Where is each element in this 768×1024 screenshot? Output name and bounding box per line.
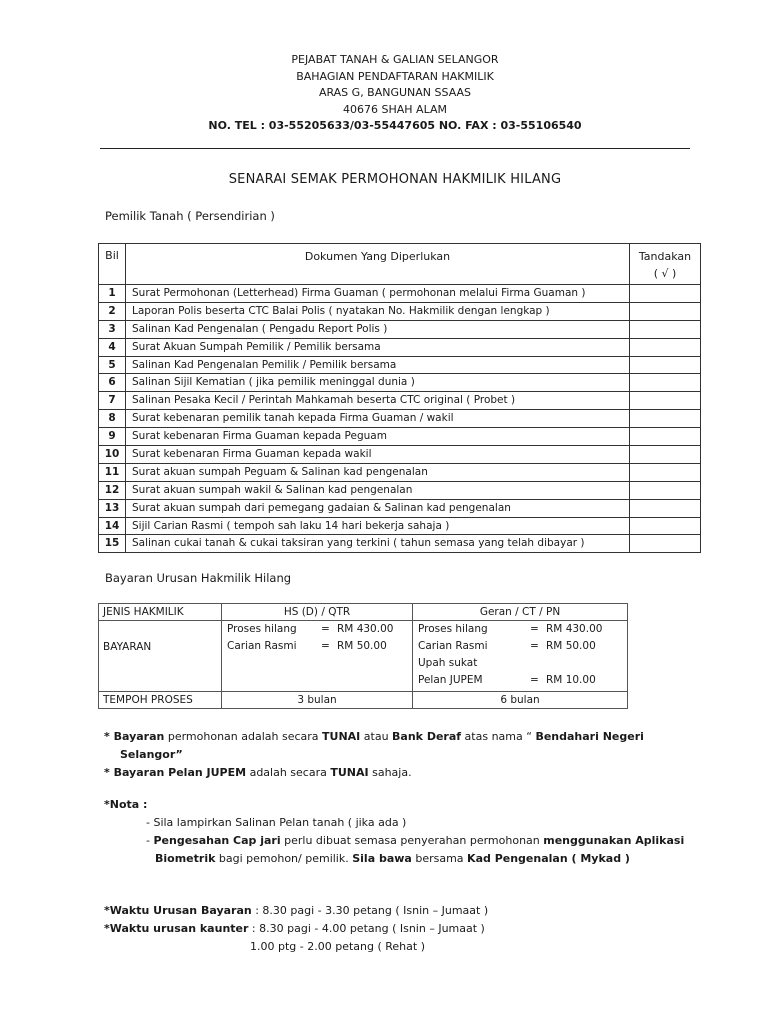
col-tick-label: Tandakan [638, 250, 692, 263]
hours-value: : 8.30 pagi - 3.30 petang ( Isnin – Jumaat ) [251, 904, 489, 917]
row-document: Surat akuan sumpah wakil & Salinan kad pengenalan [126, 481, 630, 499]
row-tick-box[interactable] [630, 374, 701, 392]
checklist-row [99, 481, 701, 499]
row-number: 6 [99, 374, 126, 392]
fee-line-equals [530, 655, 546, 672]
row-number: 9 [99, 428, 126, 446]
row-document: Salinan Sijil Kematian ( jika pemilik meninggal dunia ) [126, 374, 630, 392]
header-department: BAHAGIAN PENDAFTARAN HAKMILIK [296, 69, 494, 83]
checklist-row [99, 535, 701, 553]
row-tick-box[interactable] [630, 535, 701, 553]
fee-col-geran: Geran / CT / PN [413, 604, 628, 621]
row-tick-box[interactable] [630, 338, 701, 356]
row-tick-box[interactable] [630, 285, 701, 303]
office-header [100, 52, 690, 135]
note-bold: * Bayaran Pelan JUPEM [104, 766, 247, 779]
note-bold: Selangor” [120, 748, 183, 761]
note-bold: Biometrik [155, 852, 216, 865]
row-number: 15 [99, 535, 126, 553]
note-bold: menggunakan Aplikasi [543, 834, 685, 847]
row-document: Salinan Kad Pengenalan Pemilik / Pemilik bersama [126, 356, 630, 374]
fee-line-label: Pelan JUPEM [418, 674, 483, 686]
checklist-row [99, 285, 701, 303]
row-tick-box[interactable] [630, 356, 701, 374]
note-text: adalah secara [246, 766, 331, 779]
checklist-row [99, 356, 701, 374]
fee-payment-label: BAYARAN [103, 641, 152, 653]
note-text: perlu dibuat semasa penyerahan permohonan [280, 834, 544, 847]
note-bold: Sila bawa [352, 852, 412, 865]
break-hours: 1.00 ptg - 2.00 petang ( Rehat ) [250, 940, 425, 953]
hours-label: *Waktu Urusan Bayaran [104, 904, 252, 917]
note-text: bersama [411, 852, 468, 865]
header-contact: NO. TEL : 03-55205633/03-55447605 NO. FAX : 03-55106540 [208, 119, 582, 132]
fee-duration-geran: 6 bulan [413, 692, 628, 709]
fee-line-label: Upah sukat [418, 657, 478, 669]
checklist-row [99, 499, 701, 517]
col-tick-mark: ( √ ) [653, 267, 677, 280]
row-number: 7 [99, 392, 126, 410]
checklist-row [99, 463, 701, 481]
row-tick-box[interactable] [630, 302, 701, 320]
header-office-name: PEJABAT TANAH & GALIAN SELANGOR [291, 53, 499, 66]
fee-line-label: Proses hilang [227, 623, 297, 635]
header-divider [100, 148, 690, 149]
nota-item-1: - Sila lampirkan Salinan Pelan tanah ( jika ada ) [146, 816, 407, 829]
row-number: 10 [99, 446, 126, 464]
section-owner-label: Pemilik Tanah ( Persendirian ) [105, 209, 275, 223]
counter-hours [104, 920, 485, 938]
col-document: Dokumen Yang Diperlukan [126, 244, 630, 285]
note-text: - [146, 834, 154, 847]
checklist-row [99, 517, 701, 535]
checklist-row [99, 446, 701, 464]
row-tick-box[interactable] [630, 410, 701, 428]
note-bold: TUNAI [322, 730, 361, 743]
nota-heading: *Nota : [104, 798, 148, 811]
fee-line-equals: = [321, 640, 330, 652]
row-document: Surat kebenaran Firma Guaman kepada Peguam [126, 428, 630, 446]
row-tick-box[interactable] [630, 428, 701, 446]
fee-line-equals: = [321, 623, 330, 635]
fee-line-equals: = [530, 640, 539, 652]
fee-line [413, 672, 627, 689]
bullet: * [104, 730, 114, 743]
row-tick-box[interactable] [630, 463, 701, 481]
row-number: 3 [99, 320, 126, 338]
fee-header-row [99, 604, 628, 621]
row-tick-box[interactable] [630, 481, 701, 499]
checklist-row [99, 374, 701, 392]
header-address-city: 40676 SHAH ALAM [343, 102, 447, 116]
fee-line [222, 638, 412, 655]
row-number: 11 [99, 463, 126, 481]
row-number: 14 [99, 517, 126, 535]
row-document: Surat Permohonan (Letterhead) Firma Guaman ( permohonan melalui Firma Guaman ) [126, 285, 630, 303]
checklist-header-row [99, 244, 701, 285]
col-tick [630, 244, 701, 285]
fee-line-label: Carian Rasmi [227, 640, 297, 652]
row-number: 5 [99, 356, 126, 374]
fee-line-amount: RM 50.00 [546, 640, 596, 652]
row-tick-box[interactable] [630, 517, 701, 535]
fee-line-label: Proses hilang [418, 623, 488, 635]
fee-line-amount: RM 10.00 [546, 674, 596, 686]
row-number: 13 [99, 499, 126, 517]
fee-payment-row [99, 621, 628, 692]
row-number: 12 [99, 481, 126, 499]
note-text: permohonan adalah secara [164, 730, 323, 743]
note-text: atas nama “ [461, 730, 536, 743]
payment-note-1-line1 [104, 728, 704, 746]
fee-line [222, 621, 412, 638]
checklist-row [99, 302, 701, 320]
fee-payment-label-cell [99, 621, 222, 692]
note-text: bagi pemohon/ pemilik. [215, 852, 353, 865]
row-number: 4 [99, 338, 126, 356]
note-text: sahaja. [368, 766, 412, 779]
fee-line-label: Carian Rasmi [418, 640, 488, 652]
checklist-table [98, 243, 701, 553]
header-address-floor: ARAS G, BANGUNAN SSAAS [318, 86, 472, 99]
col-bil: Bil [99, 244, 126, 285]
row-number: 1 [99, 285, 126, 303]
checklist-row [99, 410, 701, 428]
note-bold: Bayaran [113, 730, 165, 743]
nota-title [104, 796, 704, 814]
fee-duration-label: TEMPOH PROSES [99, 692, 222, 709]
fee-col-type: JENIS HAKMILIK [99, 604, 222, 621]
checklist-row [99, 392, 701, 410]
payment-note-2 [104, 764, 704, 782]
fee-line-equals: = [530, 623, 539, 635]
row-number: 2 [99, 302, 126, 320]
row-tick-box[interactable] [630, 320, 701, 338]
note-bold: Pengesahan Cap jari [153, 834, 281, 847]
checklist-row [99, 320, 701, 338]
fee-line-amount: RM 50.00 [337, 640, 387, 652]
row-document: Laporan Polis beserta CTC Balai Polis ( nyatakan No. Hakmilik dengan lengkap ) [126, 302, 630, 320]
row-document: Salinan cukai tanah & cukai taksiran yang terkini ( tahun semasa yang telah dibayar ) [126, 535, 630, 553]
row-tick-box[interactable] [630, 392, 701, 410]
row-document: Salinan Pesaka Kecil / Perintah Mahkamah beserta CTC original ( Probet ) [126, 392, 630, 410]
fee-line-amount: RM 430.00 [337, 623, 394, 635]
row-document: Sijil Carian Rasmi ( tempoh sah laku 14 hari bekerja sahaja ) [126, 517, 630, 535]
note-text: atau [360, 730, 393, 743]
fee-hs-cell [222, 621, 413, 692]
payment-note-1 [104, 728, 704, 764]
row-document: Surat akuan sumpah Peguam & Salinan kad pengenalan [126, 463, 630, 481]
checklist-body [99, 285, 701, 553]
note-bold: Bank Deraf [392, 730, 462, 743]
checklist-row [99, 338, 701, 356]
note-bold: TUNAI [330, 766, 369, 779]
checklist-row [99, 428, 701, 446]
fee-duration-row [99, 692, 628, 709]
fee-table [98, 603, 628, 709]
row-document: Surat Akuan Sumpah Pemilik / Pemilik bersama [126, 338, 630, 356]
note-bold: Kad Pengenalan ( Mykad ) [467, 852, 630, 865]
row-document: Surat kebenaran Firma Guaman kepada wakil [126, 446, 630, 464]
row-tick-box[interactable] [630, 499, 701, 517]
section-fees-label: Bayaran Urusan Hakmilik Hilang [105, 571, 292, 585]
payment-hours [104, 902, 488, 920]
hours-value: : 8.30 pagi - 4.00 petang ( Isnin – Jumaat ) [248, 922, 485, 935]
fee-geran-cell [413, 621, 628, 692]
document-title: SENARAI SEMAK PERMOHONAN HAKMILIK HILANG [228, 172, 562, 187]
fee-line [413, 638, 627, 655]
fee-line-amount: RM 430.00 [546, 623, 603, 635]
fee-col-hs: HS (D) / QTR [222, 604, 413, 621]
hours-label: *Waktu urusan kaunter [104, 922, 249, 935]
nota-item-2 [146, 832, 684, 850]
row-document: Surat akuan sumpah dari pemegang gadaian & Salinan kad pengenalan [126, 499, 630, 517]
fee-line [413, 621, 627, 638]
row-number: 8 [99, 410, 126, 428]
row-tick-box[interactable] [630, 446, 701, 464]
fee-line-equals: = [530, 674, 539, 686]
note-bold: Bendahari Negeri [535, 730, 644, 743]
row-document: Salinan Kad Pengenalan ( Pengadu Report Polis ) [126, 320, 630, 338]
payment-note-1-line2 [104, 746, 704, 764]
fee-duration-hs: 3 bulan [222, 692, 413, 709]
fee-line [413, 655, 627, 672]
nota-item-2-cont [155, 850, 630, 868]
row-document: Surat kebenaran pemilik tanah kepada Firma Guaman / wakil [126, 410, 630, 428]
fee-line-amount [546, 655, 627, 672]
